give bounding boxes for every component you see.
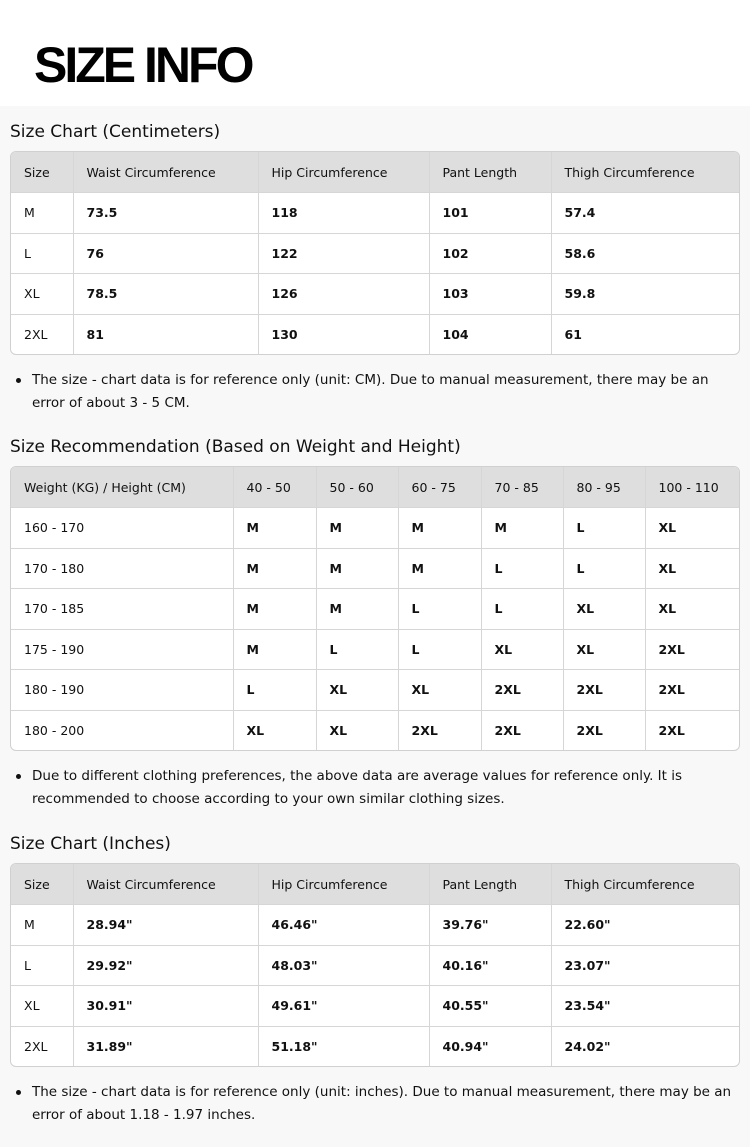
size-chart-cm-note: The size - chart data is for reference only (unit: CM). Due to manual measurement, there may be an error of about 3 - 5 CM. [10,355,740,417]
table-cell: 39.76" [429,905,551,946]
table-cell: 2XL [645,629,739,670]
column-header: Pant Length [429,152,551,193]
table-cell: L [481,548,563,589]
size-chart-cm-section [10,106,740,417]
size-chart-inches-section [10,813,740,1129]
table-cell: 2XL [563,670,645,711]
table-cell: L [398,589,481,630]
table-cell: M [398,508,481,549]
table-cell: 101 [429,193,551,234]
table-row [11,629,739,670]
table-row [11,710,739,750]
column-header: 40 - 50 [233,467,316,508]
table-row [11,945,739,986]
table-row [11,274,739,315]
table-cell: 58.6 [551,233,739,274]
table-cell: 49.61" [258,986,429,1027]
recommendation-note: Due to different clothing preferences, the above data are average values for reference only. It is recommended to choose according to your own similar clothing sizes. [10,751,740,813]
table-cell: L [563,508,645,549]
table-cell: 81 [73,314,258,354]
table-cell: 2XL [645,670,739,711]
table-cell: XL [481,629,563,670]
height-range-cell: 160 - 170 [11,508,233,549]
column-header: Weight (KG) / Height (CM) [11,467,233,508]
table-cell: 73.5 [73,193,258,234]
column-header: 80 - 95 [563,467,645,508]
column-header: Waist Circumference [73,864,258,905]
table-cell: 61 [564,326,582,342]
column-header: Hip Circumference [258,864,429,905]
table-cell: 103 [429,274,551,315]
table-cell: 40.16" [429,945,551,986]
height-range-cell: 170 - 180 [11,548,233,589]
table-cell: M [233,508,316,549]
table-row [11,986,739,1027]
table-row [11,905,739,946]
table-cell: 46.46" [258,905,429,946]
column-header: 70 - 85 [481,467,563,508]
table-cell: M [233,589,316,630]
table-cell: 126 [258,274,429,315]
size-cell: M [11,905,73,946]
table-cell: 28.94" [73,905,258,946]
table-cell: M [316,589,398,630]
recommendation-table-wrapper [10,466,740,751]
table-cell: XL [316,710,398,750]
size-cell: 2XL [11,314,73,354]
table-cell: 24.02" [564,1038,611,1054]
table-cell: 57.4 [551,193,739,234]
size-chart-inches-note: The size - chart data is for reference only (unit: inches). Due to manual measurement, there may be an error of about 1.18 - 1.97 inches. [10,1067,740,1129]
table-cell: XL [645,589,739,630]
height-range-cell: 180 - 190 [11,670,233,711]
table-cell: 31.89" [73,1026,258,1066]
column-header: Size [11,152,73,193]
table-row [11,193,739,234]
column-header: Pant Length [429,864,551,905]
table-cell: 40.55" [429,986,551,1027]
column-header: Waist Circumference [73,152,258,193]
column-header: 50 - 60 [316,467,398,508]
table-cell: 2XL [481,710,563,750]
table-cell: XL [316,670,398,711]
table-header-row [11,152,739,193]
table-row [11,548,739,589]
table-cell: XL [645,548,739,589]
table-cell: 2XL [481,670,563,711]
column-header: Hip Circumference [258,152,429,193]
table-cell: XL [645,508,739,549]
size-chart-cm-table-wrapper [10,151,740,355]
table-cell: 48.03" [258,945,429,986]
table-cell: 76 [73,233,258,274]
table-cell: 23.07" [551,945,739,986]
table-cell: 104 [429,314,551,354]
table-cell: L [481,589,563,630]
size-chart-cm-table [11,152,739,354]
table-cell: 2XL [398,710,481,750]
table-cell: M [481,508,563,549]
table-row [11,233,739,274]
table-cell: 30.91" [73,986,258,1027]
page-header [0,0,750,106]
size-chart-inches-table [11,864,739,1066]
table-cell: 23.54" [551,986,739,1027]
table-cell: 2XL [563,710,645,750]
table-row [11,508,739,549]
table-row [11,589,739,630]
size-chart-cm-title: Size Chart (Centimeters) [10,122,221,142]
size-cell: M [11,193,73,234]
table-cell: M [233,548,316,589]
table-cell: XL [563,589,645,630]
size-chart-inches-title: Size Chart (Inches) [10,834,171,854]
size-cell: L [11,945,73,986]
height-range-cell: 180 - 200 [11,710,233,750]
column-header: 100 - 110 [645,467,739,508]
table-cell: 51.18" [258,1026,429,1066]
table-cell: M [233,629,316,670]
table-cell: 2XL [658,722,685,738]
table-cell: 130 [258,314,429,354]
page-content [0,106,750,1147]
table-cell: L [233,670,316,711]
table-cell: 59.8 [551,274,739,315]
table-row [11,314,739,354]
recommendation-section [10,417,740,813]
table-cell: L [563,548,645,589]
table-cell: XL [233,710,316,750]
column-header: Size [11,864,73,905]
table-cell: M [398,548,481,589]
table-row [11,1026,739,1066]
column-header: 60 - 75 [398,467,481,508]
table-cell: L [398,629,481,670]
height-range-cell: 170 - 185 [11,589,233,630]
table-header-row [11,467,739,508]
table-cell: M [316,508,398,549]
table-header-row [11,864,739,905]
table-cell: 118 [258,193,429,234]
table-cell: 29.92" [73,945,258,986]
table-cell: 78.5 [73,274,258,315]
table-cell: 122 [258,233,429,274]
recommendation-title: Size Recommendation (Based on Weight and Height) [10,437,461,457]
table-cell: 40.94" [429,1026,551,1066]
height-range-cell: 175 - 190 [11,629,233,670]
table-cell: XL [563,629,645,670]
table-cell: 22.60" [551,905,739,946]
size-cell: L [11,233,73,274]
table-cell: 102 [429,233,551,274]
table-cell: L [316,629,398,670]
size-cell: XL [11,986,73,1027]
table-cell: M [316,548,398,589]
size-cell: XL [11,274,73,315]
table-row [11,670,739,711]
page-title: SIZE INFO [34,37,252,93]
size-cell: 2XL [11,1026,73,1066]
size-chart-inches-table-wrapper [10,863,740,1067]
recommendation-table [11,467,739,750]
column-header: Thigh Circumference [551,864,739,905]
table-cell: XL [398,670,481,711]
column-header: Thigh Circumference [551,152,739,193]
